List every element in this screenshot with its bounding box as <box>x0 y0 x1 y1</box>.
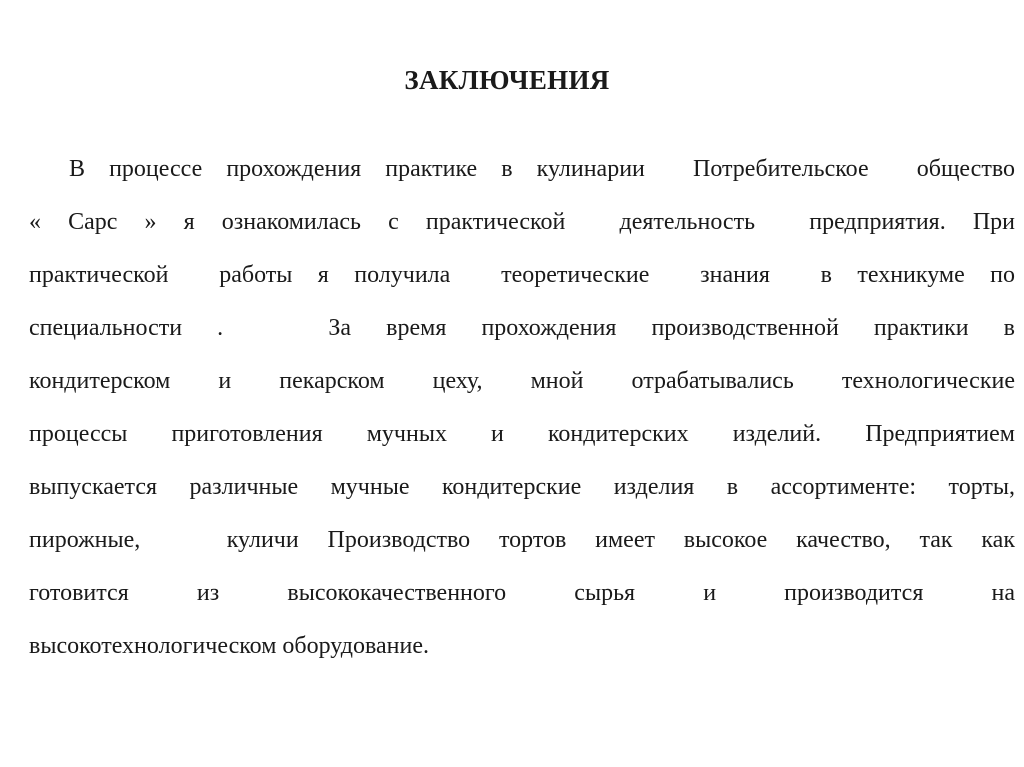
paragraph-line: В процессе прохождения практике в кулинарии Потребительское общество <box>69 156 1015 182</box>
paragraph-line: кондитерском и пекарском цеху, мной отрабатывались технологические <box>29 368 1015 394</box>
paragraph-line: « Сарс » я ознакомилась с практической деятельность предприятия. При <box>29 209 1015 235</box>
paragraph-line: процессы приготовления мучных и кондитерских изделий. Предприятием <box>29 421 1015 447</box>
paragraph-line: практической работы я получила теоретические знания в техникуме по <box>29 262 1015 288</box>
paragraph-line: специальности . За время прохождения производственной практики в <box>29 315 1015 341</box>
page-title: ЗАКЛЮЧЕНИЯ <box>404 65 610 95</box>
paragraph-line: высокотехнологическом оборудование. <box>29 633 429 659</box>
paragraph-line: выпускается различные мучные кондитерские изделия в ассортименте: торты, <box>29 474 1015 500</box>
conclusion-paragraph <box>29 143 1015 673</box>
paragraph-line: готовится из высококачественного сырья и производится на <box>29 580 1015 606</box>
paragraph-line: пирожные, куличи Производство тортов имеет высокое качество, так как <box>29 527 1015 553</box>
